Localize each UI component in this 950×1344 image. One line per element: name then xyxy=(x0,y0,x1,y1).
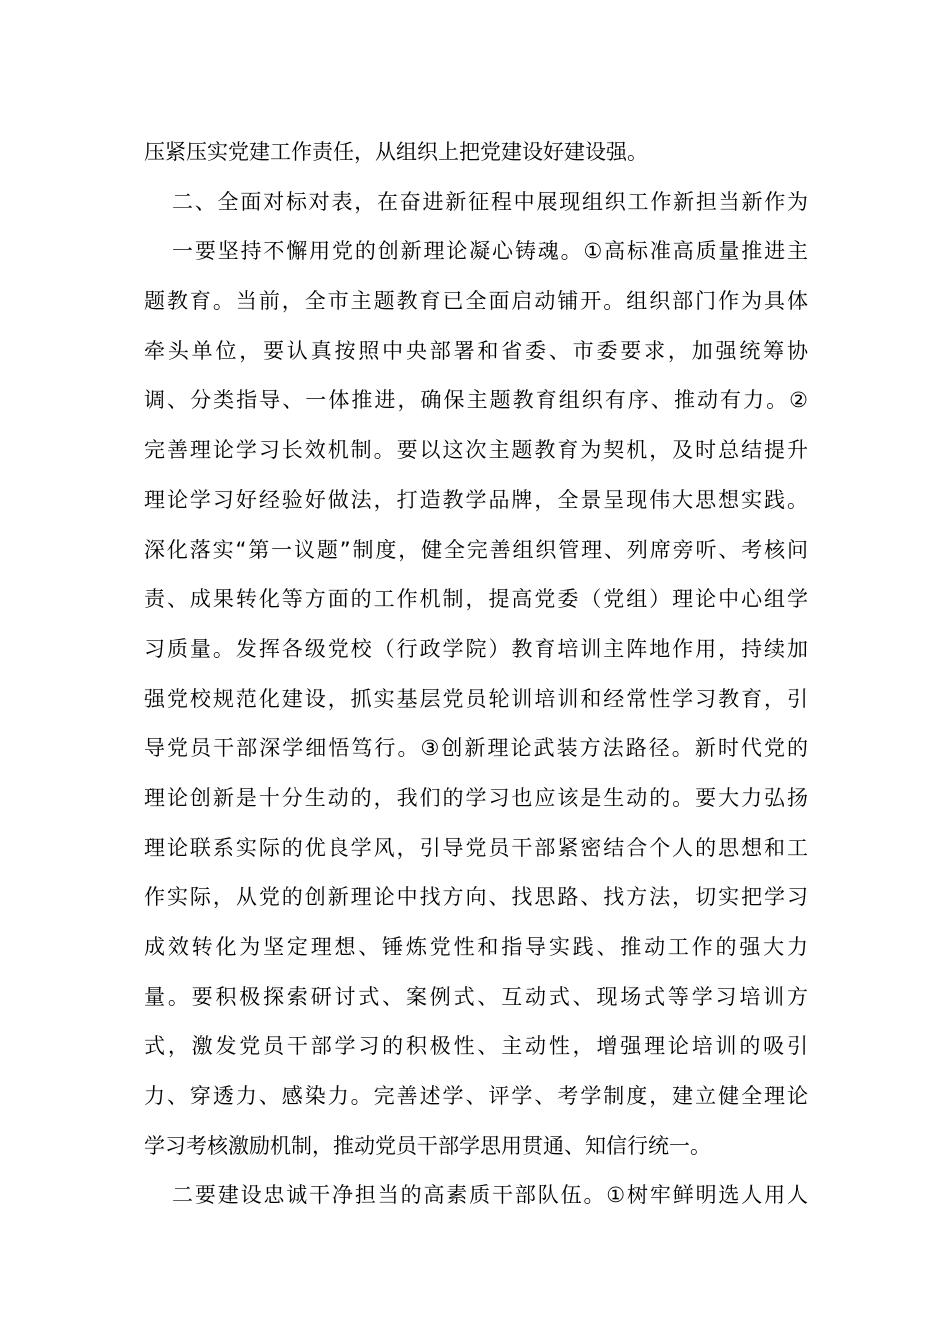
text-line: 题教育。当前，全市主题教育已全面启动铺开。组织部门作为具体 xyxy=(144,289,808,314)
text-line: 力、穿透力、感染力。完善述学、评学、考学制度，建立健全理论 xyxy=(144,1084,808,1109)
text-line: 理论联系实际的优良学风，引导党员干部紧密结合个人的思想和工 xyxy=(144,835,808,860)
text-line: 学习考核激励机制，推动党员干部学思用贯通、知信行统一。 xyxy=(144,1133,711,1158)
section-heading: 二、全面对标对表，在奋进新征程中展现组织工作新担当新作为 xyxy=(172,189,808,214)
text-line: 习质量。发挥各级党校（行政学院）教育培训主阵地作用，持续加 xyxy=(144,636,808,661)
text-line: 压紧压实党建工作责任，从组织上把党建设好建设强。 xyxy=(144,140,648,164)
text-line: 作实际，从党的创新理论中找方向、找思路、找方法，切实把学习 xyxy=(144,885,808,910)
text-line: 责、成果转化等方面的工作机制，提高党委（党组）理论中心组学 xyxy=(144,587,808,612)
text-line: 牵头单位，要认真按照中央部署和省委、市委要求，加强统筹协 xyxy=(144,338,808,363)
text-line: 二要建设忠诚干净担当的高素质干部队伍。①树牢鲜明选人用人 xyxy=(172,1183,808,1208)
text-line: 式，激发党员干部学习的积极性、主动性，增强理论培训的吸引 xyxy=(144,1034,808,1059)
text-line: 导党员干部深学细悟笃行。③创新理论武装方法路径。新时代党的 xyxy=(144,736,808,761)
text-line: 强党校规范化建设，抓实基层党员轮训培训和经常性学习教育，引 xyxy=(144,686,808,711)
text-line: 深化落实“第一议题”制度，健全完善组织管理、列席旁听、考核问 xyxy=(144,537,808,562)
body-text xyxy=(144,128,808,1221)
text-line: 理论学习好经验好做法，打造教学品牌，全景呈现伟大思想实践。 xyxy=(144,487,808,512)
text-line: 理论创新是十分生动的，我们的学习也应该是生动的。要大力弘扬 xyxy=(144,785,808,810)
text-line: 量。要积极探索研讨式、案例式、互动式、现场式等学习培训方 xyxy=(144,984,808,1009)
text-line: 完善理论学习长效机制。要以这次主题教育为契机，及时总结提升 xyxy=(144,438,808,463)
text-line: 调、分类指导、一体推进，确保主题教育组织有序、推动有力。② xyxy=(144,388,808,413)
text-line: 一要坚持不懈用党的创新理论凝心铸魂。①高标准高质量推进主 xyxy=(172,239,808,264)
text-line: 成效转化为坚定理想、锤炼党性和指导实践、推动工作的强大力 xyxy=(144,935,808,959)
